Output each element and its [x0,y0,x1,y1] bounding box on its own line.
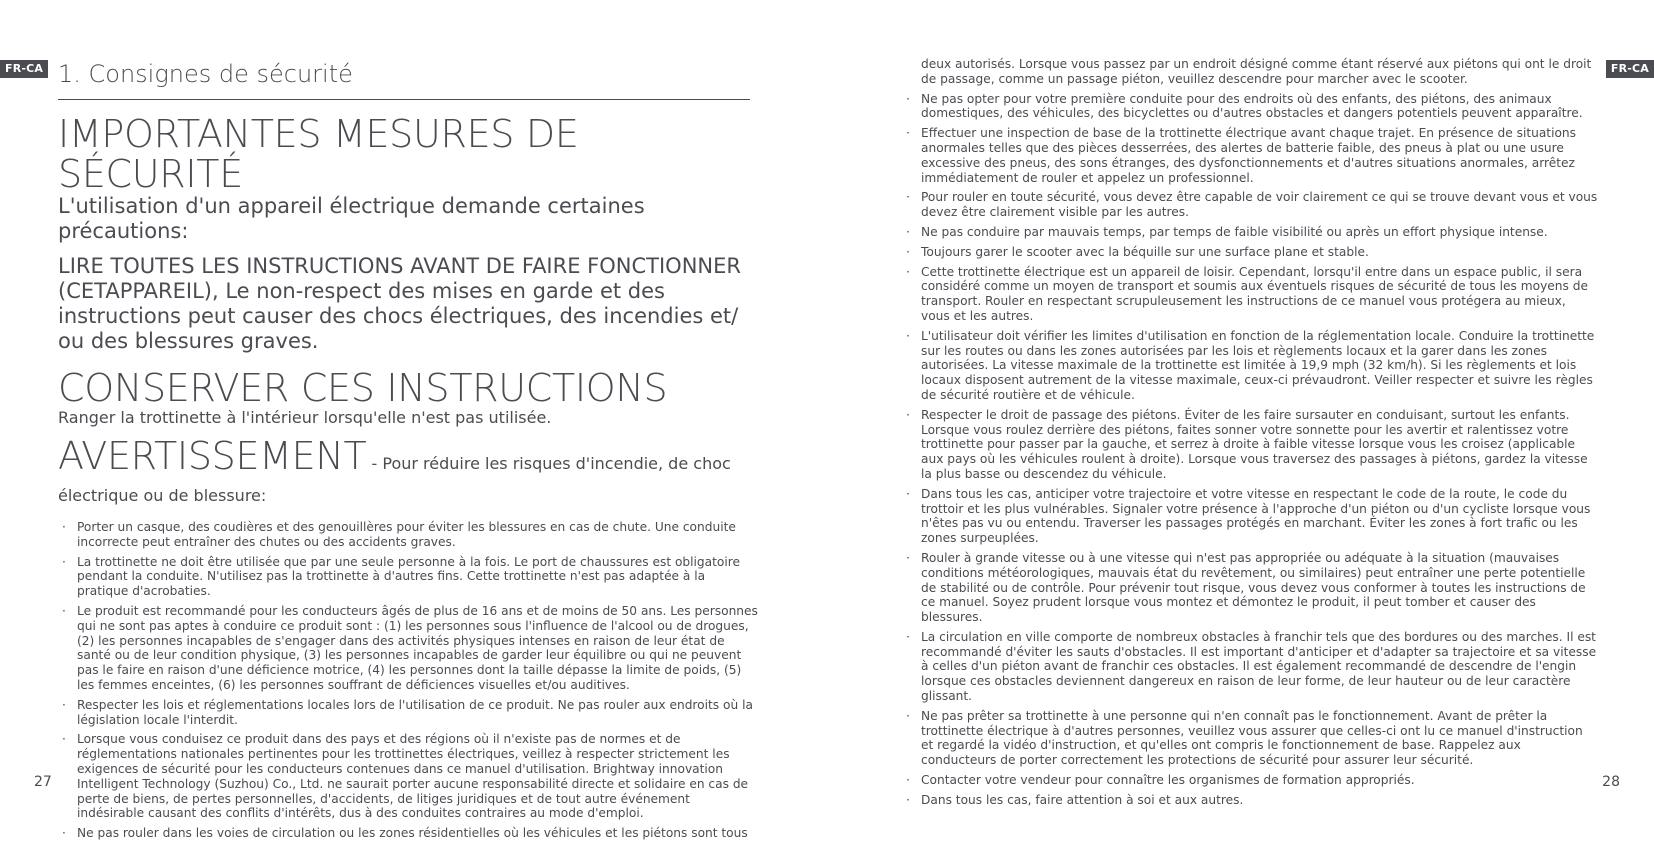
section-title: 1. Consignes de sécurité [58,60,353,88]
list-item: · Pour rouler en toute sécurité, vous devez être capable de voir clairement ce qui se trouve devant vous et vous devez être clairement visible par les autres. [902,190,1598,220]
list-item: · Dans tous les cas, faire attention à soi et aux autres. [902,793,1598,808]
list-item: · L'utilisateur doit vérifier les limites d'utilisation en fonction de la réglementation locale. Conduire la trottinette sur les routes ou dans les zones autorisées par les lois et règlements locaux et la garer dans les zones autorisées. La vitesse maximale de la trottinette est limitée à 19,9 mph (32 km/h). Si les règlements et lois locaux disposent autrement de la vitesse maximale, ceux-ci prévaudront. Veiller respecter et suivre les règles de sécurité routière et de véhicule. [902,329,1598,403]
list-item: · Respecter le droit de passage des piétons. Éviter de les faire sursauter en conduisant, surtout les enfants. Lorsque vous roulez derrière des piétons, faites sonner votre sonnette pour les avertir et ralentissez votre trottinette pour passer par la gauche, et serrez à droite à faible vitesse lorsque vous les croisez (applicable aux pays où les véhicules roulent à droite). Lorsque vous traversez des passages à piétons, gardez la vitesse la plus basse ou descendez du véhicule. [902,408,1598,482]
warning-text-continued: électrique ou de blessure: [58,486,267,505]
list-item: · Ne pas opter pour votre première conduite pour des endroits où des enfants, des piétons, des animaux domestiques, des véhicules, des bicyclettes ou d'autres obstacles et dangers potentiels peuvent apparaître. [902,92,1598,122]
left-bullet-list [58,520,758,841]
page-number-right: 28 [1602,774,1620,790]
warning-line [58,436,758,484]
heading-warning: AVERTISSEMENT [58,434,367,478]
list-item: · La trottinette ne doit être utilisée que par une seule personne à la fois. Le port de chaussures est obligatoire pendant la conduite. N'utilisez pas la trottinette à d'autres fins. Cette trottinette n'est pas adaptée à la pratique d'acrobaties. [58,555,758,599]
left-page [58,52,758,846]
list-item: · Cette trottinette électrique est un appareil de loisir. Cependant, lorsqu'il entre dans un espace public, il sera considéré comme un moyen de transport et soumis aux éventuels risques de sécurité de tous les moyens de transport. Rouler en respectant scrupuleusement les instructions de ce manuel vous protégera au mieux, vous et les autres. [902,265,1598,324]
continued-text: deux autorisés. Lorsque vous passez par un endroit désigné comme étant réservé aux piétons qui ont le droit de passage, comme un passage piéton, veuillez descendre pour marcher avec le scooter. [921,57,1592,86]
right-page [902,57,1598,813]
warning-text: - Pour réduire les risques d'incendie, de choc [366,454,731,473]
list-item: · Le produit est recommandé pour les conducteurs âgés de plus de 16 ans et de moins de 50 ans. Les personnes qui ne sont pas aptes à conduire ce produit sont : (1) les personnes sous l'influence de l'alcool ou de drogues, (2) les personnes incapables de s'engager dans des activités physiques intenses en raison de leur état de santé ou de leur condition physique, (3) les personnes incapables de garder leur équilibre ou qui ne peuvent pas le faire en raison d'une déficience motrice, (4) les personnes dont la taille dépasse la limite de poids, (5) les femmes enceintes, (6) les personnes souffrant de déficiences visuelles et/ou auditives. [58,604,758,693]
list-item: · Ne pas rouler dans les voies de circulation ou les zones résidentielles où les véhicules et les piétons sont tous [58,826,758,841]
list-item: · Porter un casque, des coudières et des genouillères pour éviter les blessures en cas de chute. Une conduite incorrecte peut entraîner des chutes ou des accidents graves. [58,520,758,550]
list-item: · Lorsque vous conduisez ce produit dans des pays et des régions où il n'existe pas de normes et de réglementations nationales pertinentes pour les trottinettes électriques, veillez à respecter strictement les exigences de sécurité pour les conducteurs contenues dans ce manuel d'utilisation. Brightway innovation Intelligent Technology (Suzhou) Co., Ltd. ne saurait porter aucune responsabilité directe et solidaire en cas de perte de biens, de pertes personnelles, d'accidents, de litiges juridiques et de tout autre événement indésirable causant des conflits d'intérêts, dus à des conduites contraires au mode d'emploi. [58,732,758,821]
list-item: · Effectuer une inspection de base de la trottinette électrique avant chaque trajet. En présence de situations anormales telles que des pièces desserrées, des alertes de batterie faible, des pneus à plat ou une usure excessive des pneus, des sons étranges, des dysfonctionnements et d'autres situations anormales, arrêtez immédiatement de rouler et appelez un professionnel. [902,126,1598,185]
read-all-instructions: LIRE TOUTES LES INSTRUCTIONS AVANT DE FAIRE FONCTIONNER (CETAPPAREIL), Le non-respect des mises en garde et des instructions peut causer des chocs électriques, des incendies et/ ou des blessures graves. [58,254,741,353]
list-item: · Rouler à grande vitesse ou à une vitesse qui n'est pas appropriée ou adéquate à la situation (mauvaises conditions météorologiques, mauvais état du revêtement, ou similaires) peut entraîner une perte potentielle de stabilité ou de contrôle. Pour prévenir tout risque, vous devez vous conformer à toutes les instructions de ce manuel. Soyez prudent lorsque vous montez et démontez le produit, il peut tomber et causer des blessures. [902,551,1598,625]
heading-important-safety: IMPORTANTES MESURES DE SÉCURITÉ [58,112,579,196]
list-item: · Dans tous les cas, anticiper votre trajectoire et votre vitesse en respectant le code de la route, le code du trottoir et les plus vulnérables. Signaler votre présence à l'approche d'un piéton ou d'un cycliste lorsque vous n'êtes pas vu ou entendu. Traverser les passages protégés en marchant. Éviter les zones à fort trafic ou les zones surpeuplées. [902,487,1598,546]
heading-keep-instructions: CONSERVER CES INSTRUCTIONS [58,366,668,410]
list-item: · Ne pas conduire par mauvais temps, par temps de faible visibilité ou après un effort physique intense. [902,225,1598,240]
list-item: · Toujours garer le scooter avec la béquille sur une surface plane et stable. [902,245,1598,260]
intro-text: L'utilisation d'un appareil électrique demande certaines précautions: [58,194,645,243]
title-divider [58,99,750,100]
language-badge-left: FR-CA [0,60,48,78]
list-item: · Respecter les lois et réglementations locales lors de l'utilisation de ce produit. Ne pas rouler aux endroits où la législation locale l'interdit. [58,698,758,728]
keep-text: Ranger la trottinette à l'intérieur lorsqu'elle n'est pas utilisée. [58,408,552,427]
language-badge-right: FR-CA [1606,60,1654,78]
list-item: · La circulation en ville comporte de nombreux obstacles à franchir tels que des bordures ou des marches. Il est recommandé d'éviter les sauts d'obstacles. Il est important d'anticiper et d'adapter sa trajectoire et sa vitesse à celles d'un piéton avant de franchir ces obstacles. Il est également recommandé de descendre de l'engin lorsque ces obstacles deviennent dangereux en raison de leur forme, de leur hauteur ou de leur caractère glissant. [902,630,1598,704]
page-number-left: 27 [34,774,52,790]
list-item: · Contacter votre vendeur pour connaître les organismes de formation appropriés. [902,773,1598,788]
right-bullet-list [902,92,1598,808]
list-item: · Ne pas prêter sa trottinette à une personne qui n'en connaît pas le fonctionnement. Avant de prêter la trottinette électrique à d'autres personnes, veuillez vous assurer que celles-ci ont lu ce manuel d'instruction et regardé la vidéo d'instruction, et qu'elles ont compris le fonctionnement de base. Rappelez aux conducteurs de porter correctement les protections de sécurité pour assurer leur sécurité. [902,709,1598,768]
